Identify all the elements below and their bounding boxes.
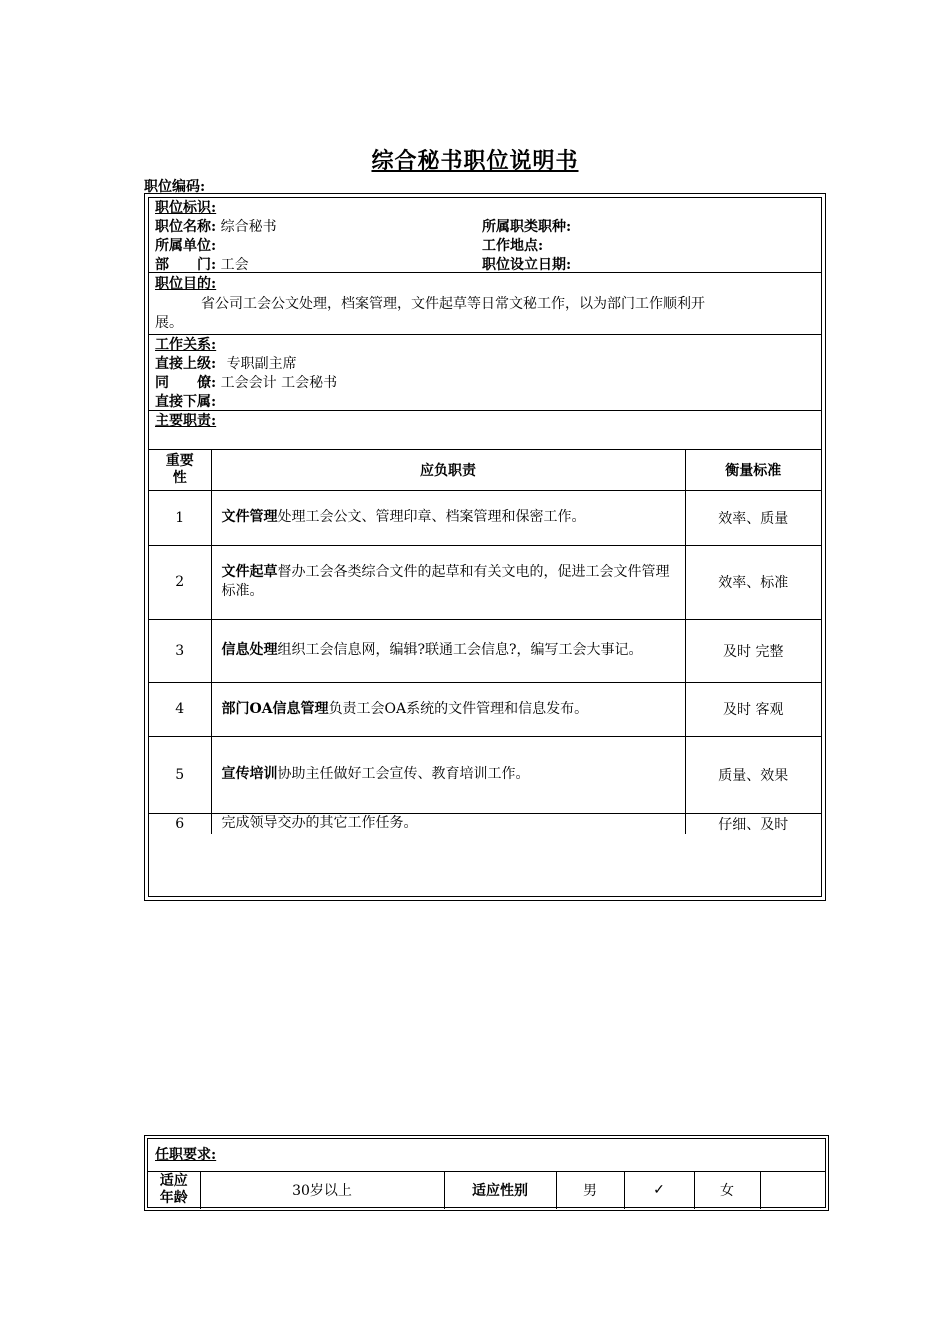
row-number: 4 [149,682,211,736]
duty-text: 完成领导交办的其它工作任务。 [211,813,685,834]
position-description-inner [148,197,822,897]
position-name-value: 综合秘书 [220,219,277,235]
row-number: 6 [149,813,211,834]
duties-heading: 主要职责: [155,413,217,429]
requirements-table [148,1171,825,1209]
identity-heading: 职位标识: [155,200,217,216]
row-number: 2 [149,545,211,619]
superior-label: 直接上级: [155,356,217,372]
requirements-heading-row [148,1139,825,1172]
purpose-text-line2: 展。 [155,315,183,331]
requirements-inner [147,1138,826,1208]
duty-text: 宣传培训协助主任做好工会宣传、教育培训工作。 [211,736,685,813]
col-standard-header: 衡量标准 [685,450,821,490]
requirements-row [148,1171,825,1209]
standard-text: 仔细、及时 [718,816,789,833]
requirements-heading: 任职要求: [155,1147,217,1163]
table-row [149,813,821,834]
identity-section [149,198,821,273]
peers-label: 同 僚: [155,375,217,391]
unit-label: 所属单位: [155,238,217,254]
table-row [149,545,821,619]
standard-text: 及时 完整 [685,619,821,682]
duties-header-row [149,450,821,490]
duty-text: 文件起草督办工会各类综合文件的起草和有关文电的，促进工会文件管理标准。 [211,545,685,619]
relations-section [149,335,821,411]
superior-row [155,355,297,374]
purpose-text-line1: 省公司工会公文处理，档案管理，文件起草等日常文秘工作，以为部门工作顺利开 [201,296,705,312]
female-label: 女 [694,1171,760,1209]
row-number: 3 [149,619,211,682]
peers-value: 工会会计 工会秘书 [220,375,338,391]
duty-text: 文件管理处理工会公文、管理印章、档案管理和保密工作。 [211,490,685,545]
age-label: 适应年龄 [148,1171,200,1209]
standard-text: 效率、质量 [685,490,821,545]
category-label: 所属职类职种: [482,219,572,235]
gender-label: 适应性别 [444,1171,556,1209]
document-title: 综合秘书职位说明书 [371,148,579,174]
col-duty-header: 应负职责 [211,450,685,490]
position-name-label: 职位名称: [155,219,217,235]
requirements-box [144,1135,829,1211]
female-check [760,1171,825,1209]
male-check: ✓ [624,1171,694,1209]
duties-heading-section [149,411,821,450]
row-number: 1 [149,490,211,545]
table-row [149,619,821,682]
row-number: 5 [149,736,211,813]
age-value: 30岁以上 [200,1171,444,1209]
department-value: 工会 [220,257,249,273]
duties-table [149,450,821,834]
position-description-box [144,193,826,901]
setup-date-label: 职位设立日期: [482,257,572,273]
relations-heading: 工作关系: [155,337,217,353]
peers-row [155,374,337,393]
standard-text: 质量、效果 [685,736,821,813]
table-row [149,736,821,813]
male-label: 男 [556,1171,624,1209]
col-importance-header: 重要性 [149,450,211,490]
position-name-row [155,218,277,237]
standard-text: 效率、标准 [685,545,821,619]
table-row [149,490,821,545]
superior-value: 专职副主席 [226,356,297,372]
duty-text: 部门OA信息管理负责工会OA系统的文件管理和信息发布。 [211,682,685,736]
department-label: 部 门: [155,257,217,273]
purpose-section [149,273,821,335]
table-row [149,682,821,736]
location-label: 工作地点: [482,238,544,254]
position-code-label: 职位编码: [144,179,206,195]
subordinate-label: 直接下属: [155,394,217,410]
standard-text: 及时 客观 [685,682,821,736]
purpose-heading: 职位目的: [155,276,217,292]
duty-text: 信息处理组织工会信息网，编辑?联通工会信息?，编写工会大事记。 [211,619,685,682]
